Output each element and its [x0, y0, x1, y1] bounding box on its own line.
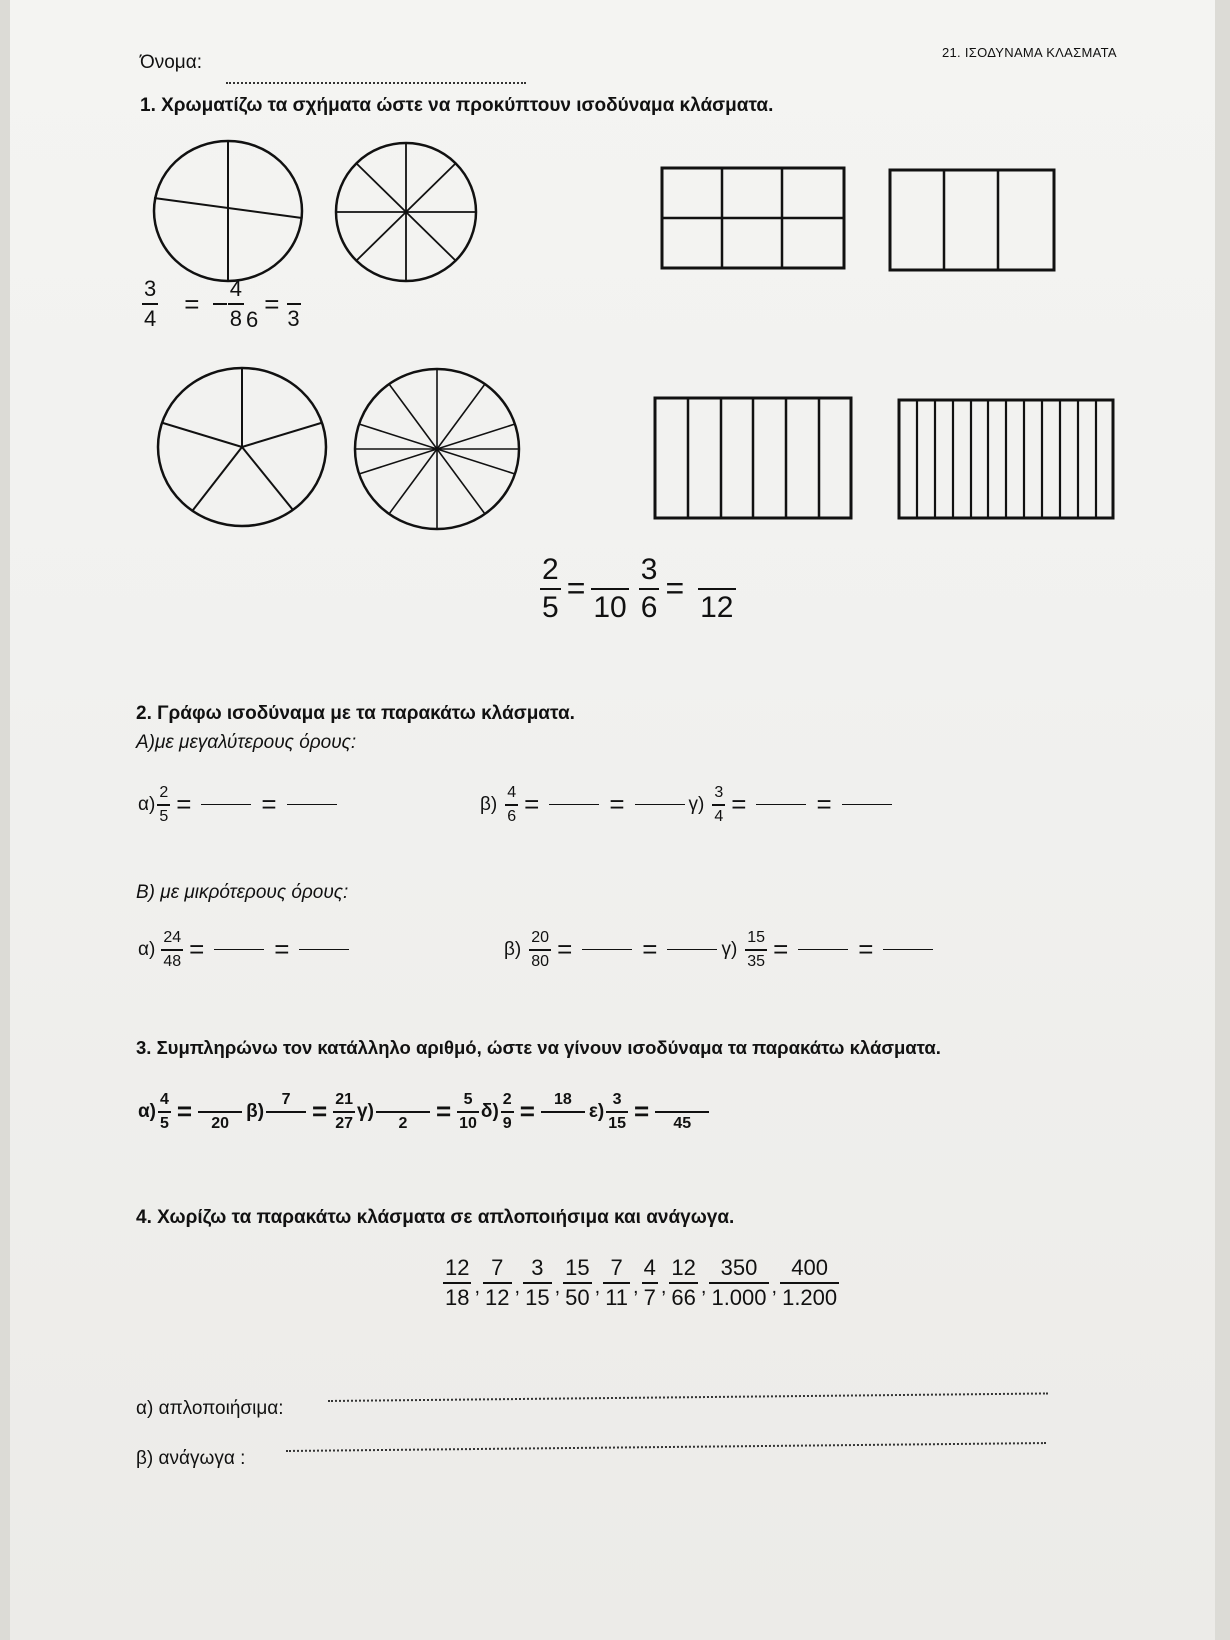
- denominator: 11: [605, 1284, 629, 1310]
- answer-fraction[interactable]: [198, 1092, 242, 1132]
- equation-b: [540, 555, 736, 623]
- answer-fraction[interactable]: [266, 1092, 306, 1132]
- numerator: 3: [714, 784, 724, 801]
- numerator: 3: [531, 1255, 544, 1280]
- numerator: 15: [747, 929, 766, 946]
- answer-blank[interactable]: [756, 804, 806, 805]
- q4-title: 4. Χωρίζω τα παρακάτω κλάσματα σε απλοποιήσιμα και ανάγωγα.: [136, 1207, 735, 1228]
- equals-sign: =: [634, 1096, 650, 1127]
- numerator: 7: [610, 1255, 623, 1280]
- denominator: 4: [144, 305, 157, 331]
- separator-comma: ,: [771, 1276, 778, 1299]
- item-label: β): [246, 1100, 265, 1122]
- separator-comma: ,: [594, 1276, 601, 1299]
- q3-items: [138, 1092, 709, 1132]
- answer-blank[interactable]: [214, 949, 264, 950]
- q4-fraction: [443, 1257, 471, 1309]
- q4-fraction: [709, 1257, 768, 1309]
- equals-sign: =: [312, 1096, 328, 1127]
- item-label: α): [138, 1100, 157, 1122]
- equals-sign: =: [261, 789, 277, 820]
- q4-fraction: [603, 1257, 630, 1309]
- q4-fraction: [780, 1257, 839, 1309]
- line-b-label: β) ανάγωγα :: [136, 1448, 246, 1469]
- separator-comma: ,: [700, 1276, 707, 1299]
- item-label: γ): [357, 1100, 374, 1122]
- denominator: 80: [531, 952, 550, 970]
- numerator: 350: [720, 1255, 758, 1280]
- denominator: 48: [163, 952, 182, 970]
- equals-sign: =: [176, 789, 192, 820]
- rect-sixths[interactable]: [660, 166, 848, 272]
- denominator: 20: [211, 1114, 229, 1132]
- answer-fraction[interactable]: [591, 555, 628, 623]
- answer-fraction[interactable]: [698, 555, 735, 623]
- denominator: 4: [714, 807, 724, 825]
- numerator: 18: [553, 1091, 572, 1108]
- equals-sign: =: [731, 789, 747, 820]
- fraction: [540, 555, 561, 623]
- q2-b-item-1: [138, 930, 353, 970]
- denominator: 6: [640, 590, 658, 624]
- numerator: 24: [163, 929, 182, 946]
- numerator: 4: [160, 1091, 169, 1108]
- q2-b-item-2: [504, 930, 937, 970]
- denominator: 45: [673, 1114, 692, 1132]
- equation-a: [142, 275, 302, 333]
- numerator: 4: [643, 1255, 656, 1280]
- item-label: β): [504, 938, 522, 960]
- q4-fraction: [523, 1257, 551, 1309]
- numerator: 12: [445, 1255, 470, 1280]
- equals-sign: =: [524, 789, 540, 820]
- numerator: 4: [507, 784, 517, 801]
- answer-fraction[interactable]: [541, 1092, 585, 1132]
- denominator: 10: [459, 1114, 477, 1132]
- equals-sign: =: [274, 934, 290, 965]
- equals-sign: =: [519, 1096, 535, 1127]
- q4-fraction: [483, 1257, 511, 1309]
- numerator: 20: [531, 929, 550, 946]
- separator-comma: ,: [633, 1276, 639, 1299]
- numerator: 3: [640, 553, 658, 586]
- line-b-answer[interactable]: [286, 1442, 1046, 1452]
- rect-thirds[interactable]: [888, 168, 1058, 274]
- numerator: 12: [671, 1255, 696, 1280]
- equals-sign: =: [189, 934, 205, 965]
- item-label: γ): [721, 938, 738, 960]
- numerator: 5: [463, 1091, 473, 1108]
- equals-sign: =: [858, 934, 874, 965]
- q4-fraction: [642, 1257, 658, 1309]
- worksheet-page: [10, 0, 1215, 1640]
- equals-sign: =: [566, 570, 586, 607]
- denominator: 66: [671, 1284, 696, 1310]
- numerator: 21: [335, 1091, 354, 1108]
- answer-blank[interactable]: [883, 949, 933, 950]
- circle-eighths[interactable]: [332, 140, 482, 286]
- answer-fraction[interactable]: [285, 278, 301, 330]
- numerator: 4: [229, 276, 242, 302]
- denominator: 1.200: [782, 1284, 838, 1310]
- answer-fraction[interactable]: [655, 1092, 709, 1132]
- answer-blank[interactable]: [299, 949, 349, 950]
- numerator: 400: [791, 1255, 828, 1280]
- denominator: 12: [700, 590, 734, 624]
- equals-sign: =: [557, 934, 573, 965]
- fraction: [142, 278, 158, 330]
- circle-fifths[interactable]: [153, 365, 333, 531]
- q2-part-b-label: Β) με μικρότερους όρους:: [136, 882, 349, 903]
- answer-blank[interactable]: [201, 804, 251, 805]
- numerator: 7: [491, 1255, 504, 1280]
- item-label: δ): [480, 1100, 499, 1122]
- denominator: 5: [159, 807, 169, 825]
- denominator: 2: [398, 1114, 408, 1132]
- q1-title: 1. Χρωματίζω τα σχήματα ώστε να προκύπτουν ισοδύναμα κλάσματα.: [140, 95, 774, 116]
- denominator: 18: [445, 1284, 470, 1310]
- numerator: 7: [281, 1091, 291, 1108]
- separator-comma: ,: [474, 1276, 481, 1299]
- separator-comma: ,: [514, 1276, 521, 1299]
- denominator: 50: [565, 1284, 590, 1310]
- denominator: 12: [485, 1284, 510, 1310]
- name-line[interactable]: [226, 82, 526, 84]
- q3-title: 3. Συμπληρώνω τον κατάλληλο αριθμό, ώστε να γίνουν ισοδύναμα τα παρακάτω κλάσματα.: [136, 1037, 941, 1058]
- equals-sign: =: [642, 934, 658, 965]
- line-a-answer[interactable]: [328, 1392, 1048, 1402]
- q2-a-item-1: [138, 785, 341, 825]
- item-label: α): [138, 938, 156, 960]
- rect-twelfths[interactable]: [897, 398, 1117, 522]
- denominator: 6: [245, 307, 259, 332]
- denominator: 8: [229, 305, 242, 331]
- denominator: 1.000: [711, 1284, 767, 1310]
- q4-fraction-list: [440, 1257, 842, 1309]
- rect-sixths-vertical[interactable]: [653, 396, 855, 522]
- circle-quarters[interactable]: [148, 136, 308, 286]
- denominator: 15: [608, 1114, 627, 1132]
- denominator: 6: [507, 807, 517, 825]
- worksheet-title: 21. ΙΣΟΔΥΝΑΜΑ ΚΛΑΣΜΑΤΑ: [942, 45, 1117, 60]
- q4-fraction: [563, 1257, 591, 1309]
- denominator: 9: [502, 1114, 512, 1132]
- answer-blank[interactable]: [842, 804, 892, 805]
- line-a-label: α) απλοποιήσιμα:: [136, 1398, 284, 1419]
- answer-blank[interactable]: [635, 804, 685, 805]
- numerator: 3: [612, 1091, 622, 1108]
- equals-sign: =: [264, 288, 280, 319]
- equals-sign: =: [176, 1096, 193, 1127]
- item-label: γ): [688, 793, 705, 815]
- equals-sign: =: [773, 934, 789, 965]
- numerator: 3: [144, 276, 157, 302]
- answer-blank[interactable]: [667, 949, 717, 950]
- answer-blank[interactable]: [582, 949, 632, 950]
- denominator: 5: [542, 590, 559, 624]
- denominator: 35: [747, 952, 766, 970]
- denominator: 3: [287, 305, 300, 331]
- answer-blank[interactable]: [549, 804, 599, 805]
- q2-title: 2. Γράφω ισοδύναμα με τα παρακάτω κλάσματα.: [136, 703, 575, 724]
- denominator: 15: [525, 1284, 550, 1310]
- item-label: β): [480, 793, 498, 815]
- equals-sign: =: [609, 789, 625, 820]
- fraction: [228, 278, 244, 330]
- q2-a-item-2: [480, 785, 896, 825]
- numerator: 2: [502, 1091, 512, 1108]
- item-label: α): [138, 793, 156, 815]
- answer-blank[interactable]: [798, 949, 848, 950]
- answer-fraction[interactable]: [211, 278, 227, 330]
- q2-part-a-label: Α)με μεγαλύτερους όρους:: [136, 732, 357, 753]
- answer-fraction[interactable]: [376, 1092, 430, 1132]
- numerator: 2: [542, 553, 559, 586]
- denominator: 7: [643, 1284, 656, 1310]
- circle-tenths[interactable]: [348, 365, 526, 533]
- denominator: 5: [160, 1114, 169, 1132]
- fraction: [639, 555, 660, 623]
- numerator: 2: [159, 784, 169, 801]
- denominator: 27: [335, 1114, 354, 1132]
- numerator: 15: [565, 1255, 590, 1280]
- equals-sign: =: [184, 288, 200, 319]
- separator-comma: ,: [660, 1276, 667, 1299]
- equals-sign: =: [435, 1096, 452, 1127]
- name-label: Όνομα:: [140, 52, 202, 73]
- equals-sign: =: [665, 570, 685, 607]
- separator-comma: ,: [554, 1276, 561, 1299]
- item-label: ε): [588, 1100, 605, 1122]
- equals-sign: =: [816, 789, 832, 820]
- q4-fraction: [669, 1257, 697, 1309]
- answer-blank[interactable]: [287, 804, 337, 805]
- denominator: 10: [593, 590, 627, 624]
